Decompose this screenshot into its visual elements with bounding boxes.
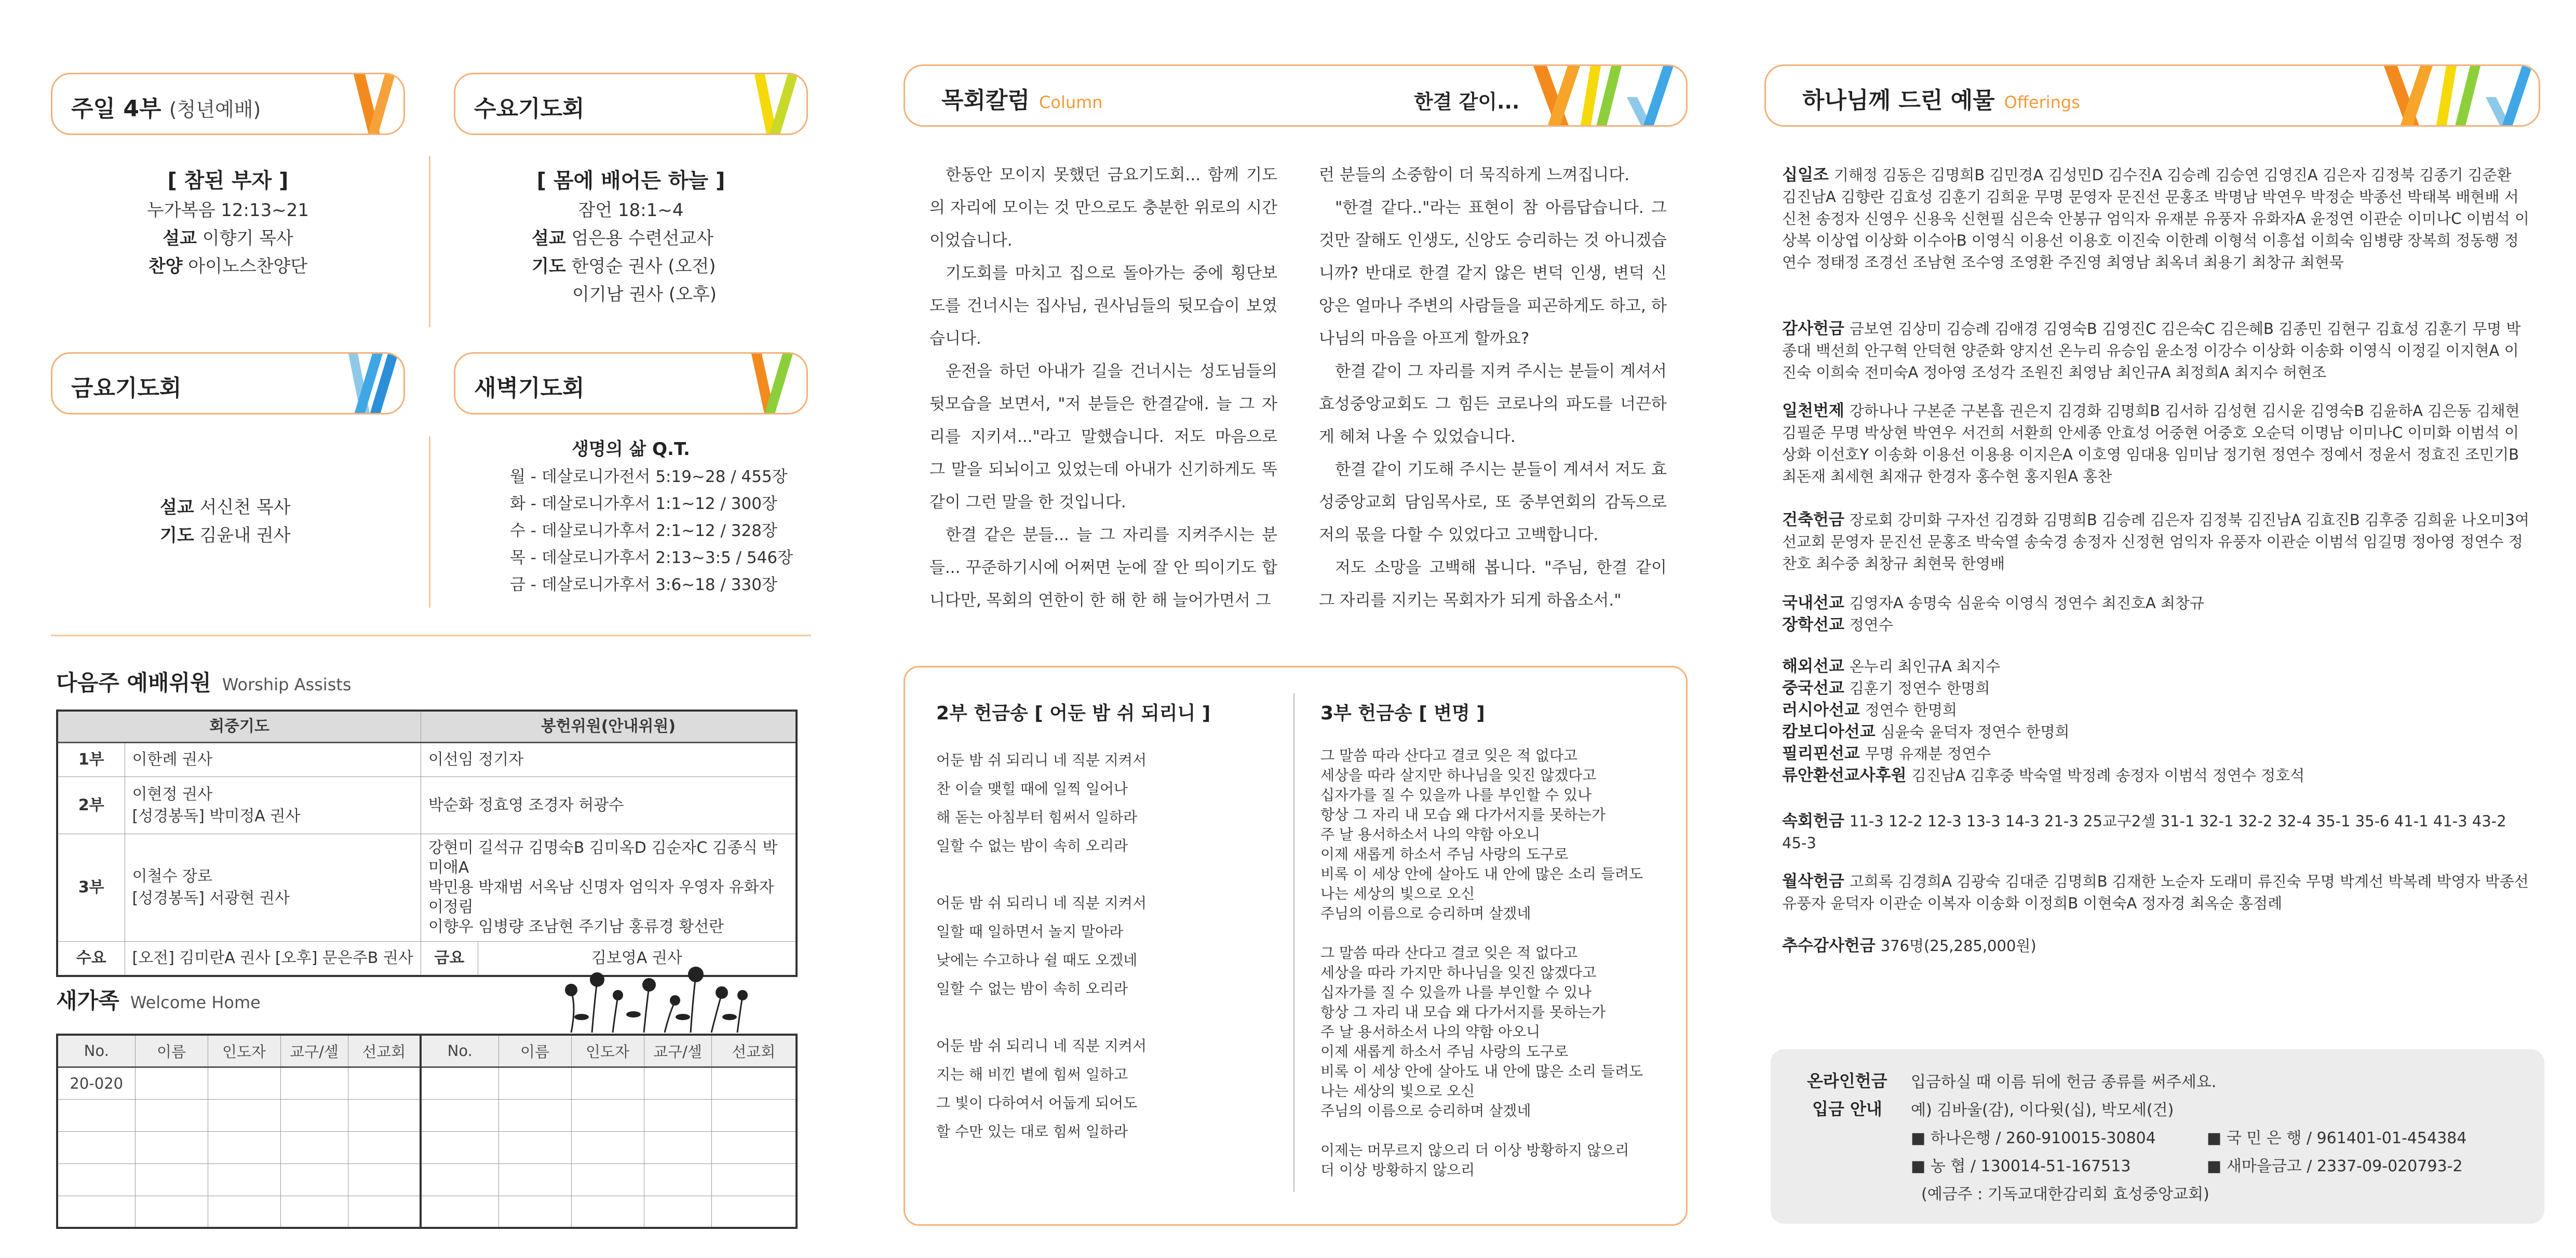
dawn-line: 화 - 데살로니가후서 1:1~12 / 300장 bbox=[510, 494, 777, 513]
hymn-divider bbox=[1293, 693, 1294, 1192]
offering-harvest: 추수감사헌금 376명(25,285,000원) bbox=[1782, 936, 2036, 955]
table-row bbox=[57, 1099, 797, 1131]
offering-tithe: 십일조 기해정 김동은 김명희B 김민경A 김성민D 김수진A 김승례 김승연 김영진A 김은자 김정북 김종기 김준환 김진남A 김향란 김효성 김훈기 김희윤 무명 문영자 문진선 문홍조 박명남 박연우 박정순 박종선 박태복 배현배 서신천 송정자 신영우 신용욱 신현필 심은숙 안봉규 엄익자 유재분 유풍자 유화자A 윤정연 이관순 이미나C 이범석 이상복 이상엽 이상화 이수아B 이영식 이용선 이용호 이진숙 이한례 이형석 이흥섭 이희숙 임병량 장복희 정동행 정연수 정태정 조경선 조남현 조수영 조영환 주진영 최영남 최옥녀 최용기 최창규 최현묵 bbox=[1782, 166, 2529, 271]
deposit-label: 입금 안내 bbox=[1812, 1099, 1882, 1119]
section-header-offerings bbox=[1764, 64, 2540, 127]
column-divider bbox=[429, 436, 430, 608]
column-header: 봉헌위원(안내위원) bbox=[421, 711, 797, 743]
section-header-dawn bbox=[454, 352, 808, 414]
section-title: 수요기도회 bbox=[474, 96, 585, 122]
offering-domestic: 국내선교 김영자A 송명숙 심윤숙 이영식 정연수 최진호A 최창규 장학선교 정연수 bbox=[1782, 594, 2205, 634]
section-header-column bbox=[903, 64, 1688, 127]
prayer-line: 기도 한영순 권사 (오전) bbox=[532, 256, 716, 277]
sermon-title: [ 참된 부자 ] bbox=[167, 169, 289, 193]
wed-content bbox=[454, 165, 808, 309]
offering-1000: 일천번제 강하나나 구본준 구본흡 권은지 김경화 김명희B 김서하 김성현 김시윤 김영숙B 김윤하A 김은동 김채현 김필준 무명 박상현 박연우 서건희 서환희 안세종 안효성 어중현 어중호 오순덕 이명남 이미나C 이미화 이범석 이상화 이선호Y 이송화 이용선 이용용 이지은A 이호영 임대용 임미남 정기현 정연수 정예서 정윤서 정효진 조민기B 최돈재 최세현 최재규 한경자 홍수현 홍지원A 홍찬 bbox=[1782, 402, 2520, 485]
section-divider bbox=[51, 635, 811, 636]
fri-content bbox=[51, 493, 405, 550]
stripe-decoration-icon bbox=[2368, 66, 2540, 127]
preacher-line: 설교 서신천 목사 bbox=[160, 497, 291, 518]
stripe-decoration-icon bbox=[322, 354, 405, 414]
online-label: 온라인헌금 bbox=[1807, 1071, 1887, 1091]
offering-building: 건축헌금 장로회 강미화 구자선 김경화 김명희B 김승례 김은자 김정북 김진남A 김효진B 김후중 김희윤 나오미3여선교회 문영자 문진선 문홍조 박숙열 송숙경 송정자 신정현 엄익자 유풍자 이관순 이범석 임길명 정아영 정연수 정찬호 최수중 최창규 최현묵 한영배 bbox=[1782, 511, 2530, 572]
column-divider bbox=[429, 156, 430, 327]
welcome-table bbox=[56, 1034, 798, 1229]
dawn-line: 금 - 데살로니가후서 3:6~18 / 330장 bbox=[510, 576, 777, 594]
hymn-3: 3부 헌금송 [ 변명 ] 그 말씀 따라 산다고 결코 잊은 적 없다고 세상을 따라 살지만 하나님을 잊진 않겠다고 십자가를 질 수 있을까 나를 부인할 수 있나 항상 그 자리 내 모습 왜 다가서지를 못하는가 주 날 용서하소서 나의 약함 아오니 이제 새롭게 하소서 주님 사랑의 도구로 비록 이 세상 안에 살아도 내 안에 많은 소리 들려도 나는 세상의 빛으로 오신 주님의 이름으로 승리하며 살겠네 그 말씀 따라 산다고 결코 잊은 적 없다고 세상을 따라 가지만 하나님을 잊진 않겠다고 십자가를 질 수 있을까 나를 부인할 수 있나 항상 그 자리 내 모습 왜 다가서지를 못하는가 주 날 용서하소서 나의 약함 아오니 이제 새롭게 하소서 주님 사랑의 도구로 비록 이 세상 안에 살아도 내 안에 많은 소리 들려도 나는 세상의 빛으로 오신 주님의 이름으로 승리하며 살겠네 이제는 머무르지 않으리 더 이상 방황하지 않으리 더 이상 방황하지 않으리 bbox=[1320, 703, 1643, 1179]
prayer-line-2: 이기남 권사 (오후) bbox=[572, 284, 717, 305]
sunday4-content bbox=[51, 165, 405, 280]
offering-monthly: 월삭헌금 고희록 김경희A 김광숙 김대준 김명희B 김재한 노순자 도래미 류진숙 무명 박계선 박복례 박영자 박종선 유풍자 윤덕자 이관순 이복자 이송화 이정희B 이현숙A 정자경 최옥순 홍점례 bbox=[1782, 872, 2529, 912]
column-header: 회중기도 bbox=[57, 711, 421, 743]
hymn-box bbox=[903, 666, 1688, 1226]
section-title: 새벽기도회 bbox=[474, 375, 585, 402]
table-header-row: No. 이름 인도자 교구/셀 선교회 No. 이름 인도자 교구/셀 선교회 bbox=[57, 1035, 797, 1067]
section-title: 금요기도회 bbox=[71, 375, 182, 402]
column-body-left: 한동안 모이지 못했던 금요기도회... 함께 기도의 자리에 모이는 것 만으로도 충분한 위로의 시간이었습니다. 기도회를 마치고 집으로 돌아가는 중에 횡단보도를 건너시는 집사님, 권사님들의 뒷모습이 보였습니다. 운전을 하던 아내가 길을 건너시는 성도님들의 뒷모습을 보면서, "저 분들은 한결같애. 늘 그 자리를 지키셔..."라고 말했습니다. 저도 마음으로 그 말을 되뇌이고 있었는데 아내가 신기하게도 똑 같이 그런 말을 한 것입니다. 한결 같은 분들... 늘 그 자리를 지켜주시는 분들... 꾸준하기시에 어쩌면 눈에 잘 안 띄이기도 합니다만, 목회의 연한이 한 해 한 해 늘어가면서 그 bbox=[929, 166, 1277, 610]
preacher-line: 설교 이향기 목사 bbox=[163, 228, 293, 249]
section-header-fri bbox=[51, 352, 405, 414]
qt-title: 생명의 삶 Q.T. bbox=[572, 439, 690, 460]
table-row: 2부 이현정 권사 [성경봉독] 박미정A 권사 박순화 정효영 조경자 허광수 bbox=[57, 777, 797, 834]
stripe-decoration-icon bbox=[725, 354, 808, 414]
account-holder: (예금주 : 기독교대한감리회 효성중앙교회) bbox=[1921, 1185, 2209, 1203]
assists-heading: 다음주 예배위원 Worship Assists bbox=[56, 670, 352, 695]
section-title: 하나님께 드린 예물 Offerings bbox=[1802, 87, 2080, 114]
online-text: 입금하실 때 이름 뒤에 헌금 종류를 써주세요. bbox=[1911, 1073, 2217, 1091]
praise-line: 찬양 아이노스찬양단 bbox=[148, 256, 308, 277]
preacher-line: 설교 엄은용 수련선교사 bbox=[532, 228, 714, 249]
table-row: 1부 이한례 권사 이선임 정기자 bbox=[57, 743, 797, 777]
dawn-line: 월 - 데살로니가전서 5:19~28 / 455장 bbox=[510, 467, 788, 486]
table-row bbox=[57, 1196, 797, 1228]
dawn-line: 목 - 데살로니가후서 2:13~3:5 / 546장 bbox=[510, 548, 793, 567]
assists-table bbox=[56, 710, 798, 977]
section-title: 주일 4부 (청년예배) bbox=[71, 96, 261, 122]
account-line: ■ 하나은행 / 260-910015-30804 bbox=[1911, 1129, 2156, 1147]
column-heading: 한결 같이... bbox=[1414, 90, 1520, 113]
dawn-line: 수 - 데살로니가후서 2:1~12 / 328장 bbox=[510, 521, 777, 540]
stripe-decoration-icon bbox=[333, 74, 405, 135]
scripture: 잠언 18:1~4 bbox=[578, 200, 684, 221]
column-body-right: 런 분들의 소중함이 더 묵직하게 느껴집니다. "한결 같다.."라는 표현이 참 아름답습니다. 그것만 잘해도 인생도, 신앙도 승리하는 것 아니겠습니까? 반대로 한결 같지 않은 변덕 인생, 변덕 신앙은 얼마나 주변의 사람들을 피곤하게도 하고, 하나님의 마음을 아프게 할까요? 한결 같이 그 자리를 지켜 주시는 분들이 계셔서 효성중앙교회도 그 힘든 코로나의 파도를 너끈하게 헤쳐 나올 수 있었습니다. 한결 같이 기도해 주시는 분들이 계셔서 저도 효성중앙교회 담임목사로, 또 중부연회의 감독으로 저의 몫을 다할 수 있었다고 고백합니다. 저도 소망을 고백해 봅니다. "주님, 한결 같이 그 자리를 지키는 목회자가 되게 하옵소서." bbox=[1319, 166, 1667, 610]
table-header-row bbox=[57, 711, 797, 743]
sermon-title: [ 몸에 배어든 하늘 ] bbox=[536, 169, 725, 193]
welcome-heading: 새가족 Welcome Home bbox=[56, 988, 261, 1013]
stripe-decoration-icon bbox=[736, 74, 808, 135]
table-row bbox=[57, 1131, 797, 1163]
prayer-line: 기도 김윤내 권사 bbox=[160, 525, 291, 546]
table-row: 수요 [오전] 김미란A 권사 [오후] 문은주B 권사 금요 김보영A 권사 bbox=[57, 942, 797, 976]
dawn-content bbox=[454, 435, 808, 598]
offering-overseas: 해외선교 온누리 최인규A 최지수 중국선교 김훈기 정연수 한명희 러시아선교 정연수 한명희 캄보디아선교 심윤숙 윤덕자 정연수 한명희 필리핀선교 무명 유재분 정연수 류안환선교사후원 김진남A 김후중 박숙열 박정례 송정자 이범석 정연수 정호석 bbox=[1782, 657, 2305, 785]
deposit-example: 예) 김바울(감), 이다윗(십), 박모세(건) bbox=[1911, 1101, 2174, 1119]
section-header-sunday4 bbox=[51, 73, 405, 135]
hymn-2: 2부 헌금송 [ 어둔 밤 쉬 되리니 ] 어둔 밤 쉬 되리니 네 직분 지켜서 찬 이슬 맺힐 때에 일찍 일어나 해 돋는 아침부터 힘써서 일하라 일할 수 없는 밤이 속히 오리라 어둔 밤 쉬 되리니 네 직분 지켜서 일할 때 일하면서 놀지 말아라 낮에는 수고하나 쉴 때도 오겠네 일할 수 없는 밤이 속히 오리라 어둔 밤 쉬 되리니 네 직분 지켜서 지는 해 비낀 볕에 힘써 일하고 그 빛이 다하여서 어둡게 되어도 할 수만 있는 대로 힘써 일하라 bbox=[936, 703, 1211, 1140]
section-title: 목회칼럼 Column bbox=[941, 87, 1103, 114]
table-row: 3부 이철수 장로 [성경봉독] 서광현 권사 강현미 길석규 김명숙B 김미옥D 김순자C 김종식 박미애A 박민용 박재범 서옥남 신명자 엄익자 우영자 유화자 이정림 이향우 임병량 조남현 주기남 홍류경 황선란 bbox=[57, 834, 797, 942]
account-line: ■ 새마을금고 / 2337-09-020793-2 bbox=[2207, 1157, 2463, 1175]
offering-thanks: 감사헌금 금보연 김상미 김승례 김애경 김영숙B 김영진C 김은숙C 김은혜B 김종민 김현구 김효성 김훈기 무명 박종대 백선희 안구혁 안덕현 양준화 양지선 온누리 유승임 윤소정 이강수 이상화 이송화 이영식 이정길 이지현A 이진숙 이희숙 전미숙A 정아영 조성각 조원진 최영남 최인규A 최정희A 최지수 허현조 bbox=[1782, 319, 2521, 381]
flowers-illustration-icon bbox=[556, 965, 763, 1033]
account-line: ■ 농 협 / 130014-51-167513 bbox=[1911, 1157, 2131, 1175]
offering-cell: 속회헌금 11-3 12-2 12-3 13-3 14-3 21-3 25교구2셀 31-1 32-1 32-2 32-4 35-1 35-6 41-1 41-3 43-2 45-3 bbox=[1782, 812, 2506, 852]
table-row: 20-020 bbox=[57, 1067, 797, 1099]
scripture: 누가복음 12:13~21 bbox=[147, 200, 309, 221]
bank-info-box bbox=[1771, 1049, 2544, 1224]
stripe-decoration-icon bbox=[1518, 66, 1688, 127]
account-line: ■ 국 민 은 행 / 961401-01-454384 bbox=[2207, 1129, 2467, 1147]
section-header-wed bbox=[454, 73, 808, 135]
table-row bbox=[57, 1163, 797, 1196]
